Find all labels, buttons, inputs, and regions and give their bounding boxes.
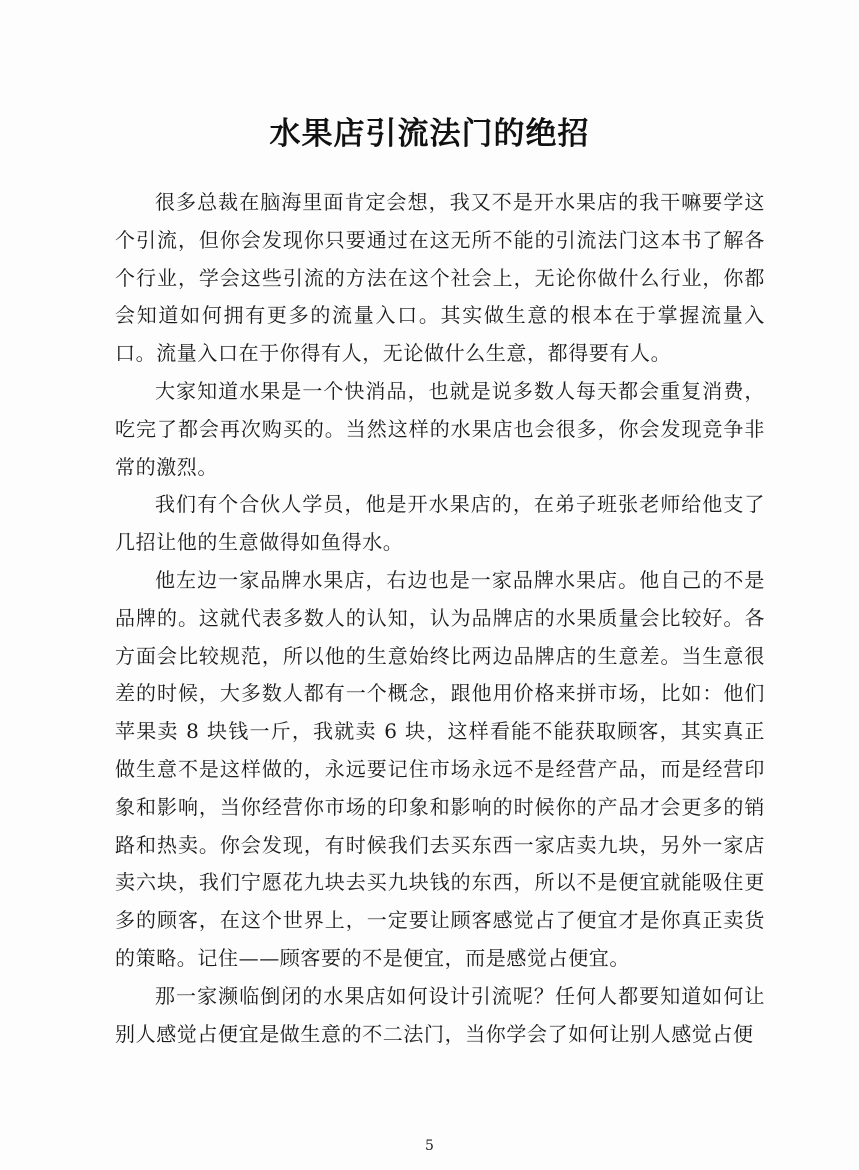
paragraph: 我们有个合伙人学员，他是开水果店的，在弟子班张老师给他支了几招让他的生意做得如鱼得水。 bbox=[115, 492, 765, 555]
paragraph: 那一家濒临倒闭的水果店如何设计引流呢？任何人都要知道如何让别人感觉占便宜是做生意的不二法门，当你学会了如何让别人感觉占便 bbox=[115, 983, 765, 1046]
paragraph: 很多总裁在脑海里面肯定会想，我又不是开水果店的我干嘛要学这个引流，但你会发现你只要通过在这无所不能的引流法门这本书了解各个行业，学会这些引流的方法在这个社会上，无论你做什么行业，你都会知道如何拥有更多的流量入口。其实做生意的根本在于掌握流量入口。流量入口在于你得有人，无论做什么生意，都得要有人。 bbox=[115, 190, 765, 366]
paragraph: 他左边一家品牌水果店，右边也是一家品牌水果店。他自己的不是品牌的。这就代表多数人的认知，认为品牌店的水果质量会比较好。各方面会比较规范，所以他的生意始终比两边品牌店的生意差。当生意很差的时候，大多数人都有一个概念，跟他用价格来拼市场，比如：他们苹果卖 8 块钱一斤，我就卖 6 块，这样看能不能获取顾客，其实真正做生意不是这样做的，永远要记住市场永远不是经营产品，而是经营印象和影响，当你经营你市场的印象和影响的时候你的产品才会更多的销路和热卖。你会发现，有时候我们去买东西一家店卖九块，另外一家店卖六块，我们宁愿花九块去买九块钱的东西，所以不是便宜就能吸住更多的顾客，在这个世界上，一定要让顾客感觉占了便宜才是你真正卖货的策略。记住——顾客要的不是便宜，而是感觉占便宜。 bbox=[115, 567, 765, 970]
body-text bbox=[115, 184, 765, 1053]
page-number: 5 bbox=[425, 1138, 434, 1154]
page-title: 水果店引流法门的绝招 bbox=[269, 116, 590, 152]
paragraph: 大家知道水果是一个快消品，也就是说多数人每天都会重复消费，吃完了都会再次购买的。当然这样的水果店也会很多，你会发现竞争非常的激烈。 bbox=[115, 378, 765, 479]
